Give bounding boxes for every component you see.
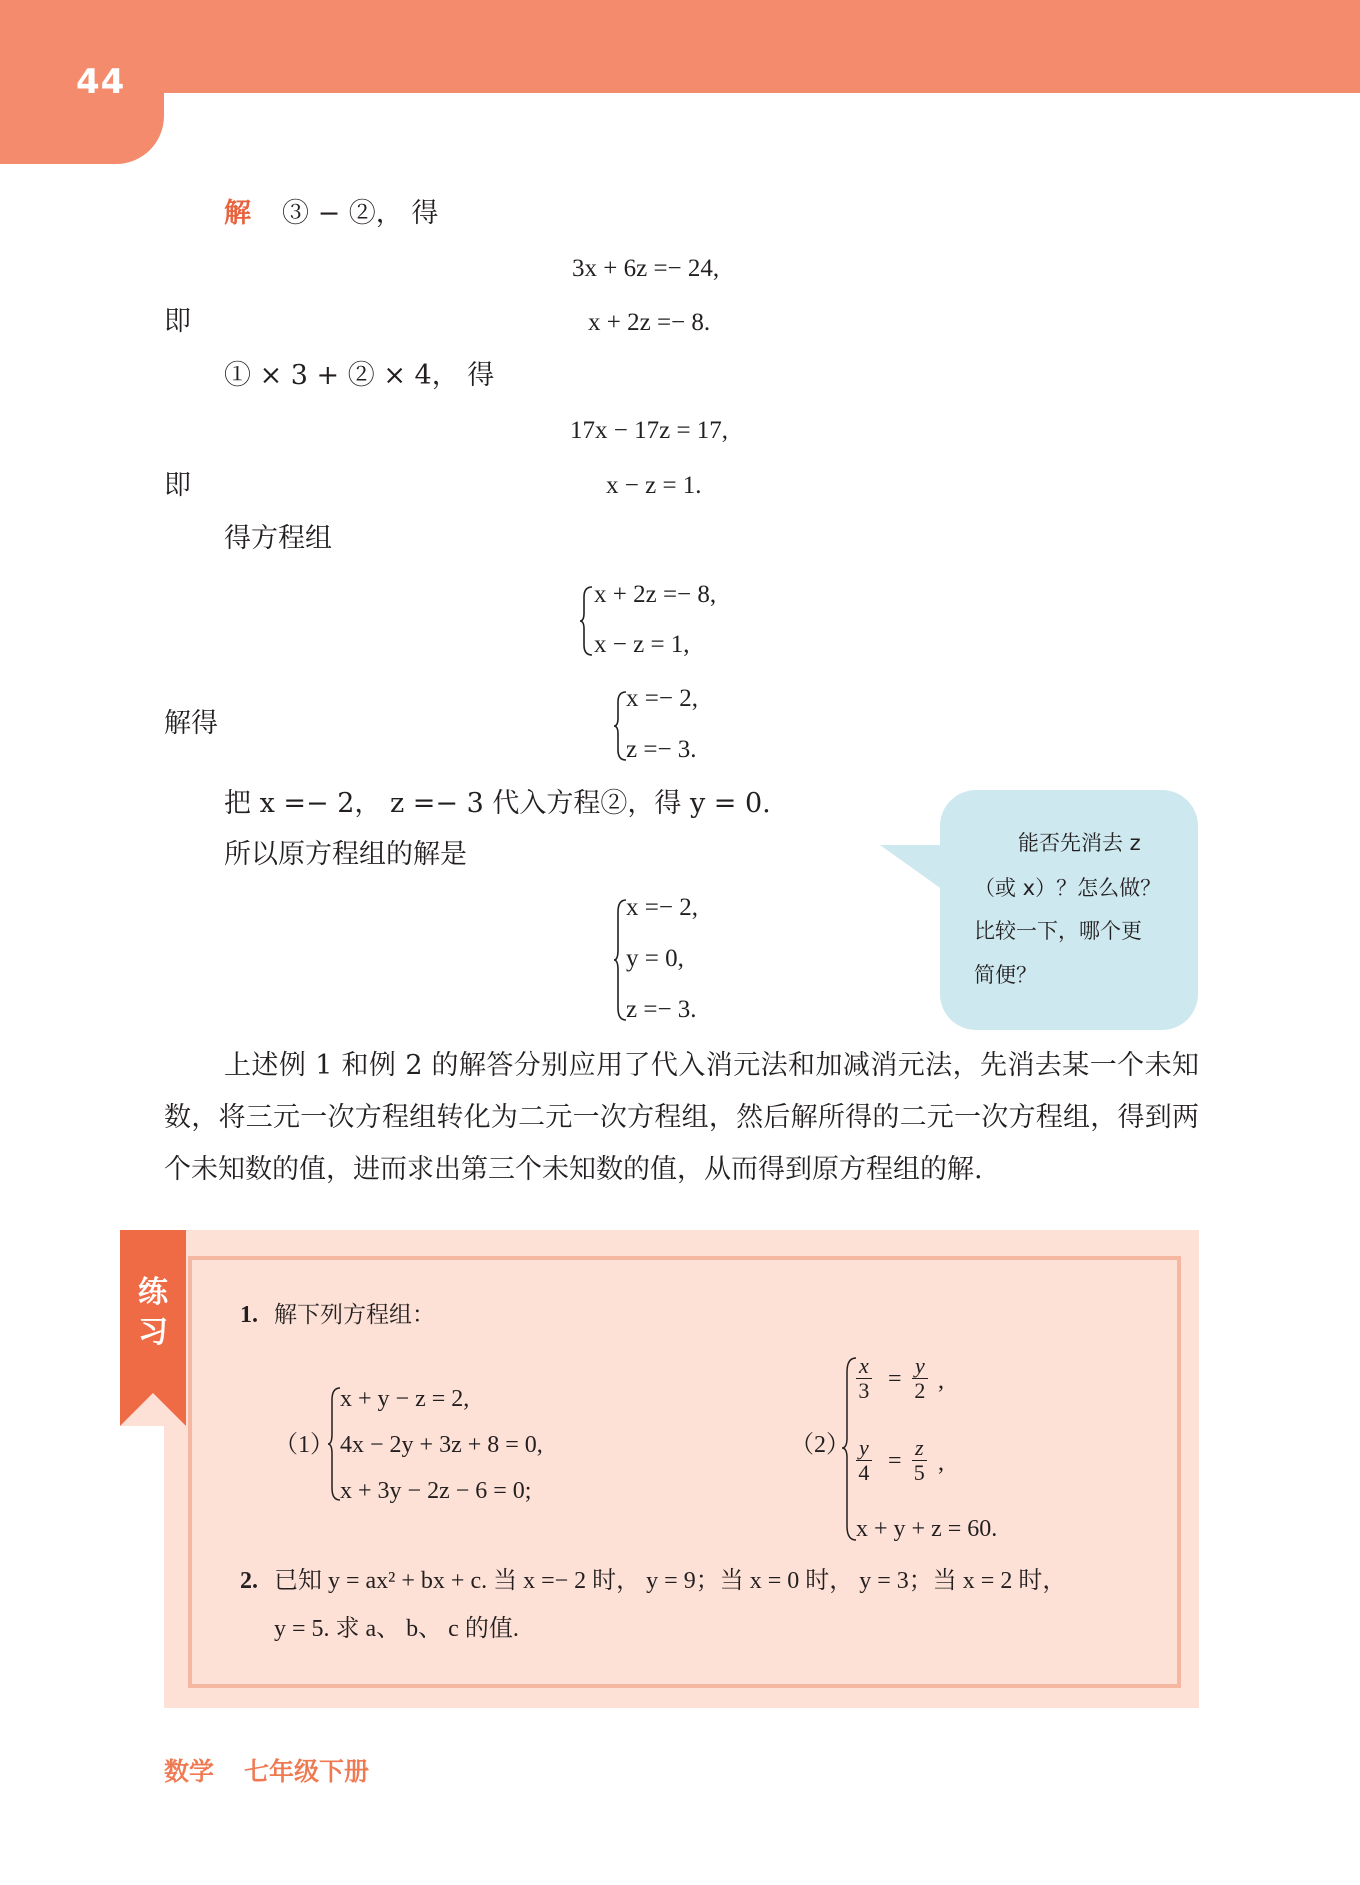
hint-bubble bbox=[940, 790, 1198, 1030]
answer-line-3: z =− 3. bbox=[626, 996, 697, 1023]
exercise-ribbon-notch bbox=[120, 1393, 186, 1426]
q1-number: 1. bbox=[240, 1302, 258, 1328]
bubble-line-1: 能否先消去 z bbox=[1018, 831, 1141, 855]
answer-line-2: y = 0, bbox=[626, 945, 684, 972]
p2-comma-1: , bbox=[938, 1368, 944, 1394]
header-bar bbox=[0, 0, 1360, 93]
ji-label-2: 即 bbox=[164, 470, 191, 501]
get-system-text: 得方程组 bbox=[224, 523, 332, 554]
solved-line-2: z =− 3. bbox=[626, 736, 697, 763]
p2-label: （2） bbox=[790, 1432, 850, 1458]
solution-label: 解 bbox=[224, 198, 251, 229]
p1-line-3: x + 3y − 2z − 6 = 0; bbox=[340, 1478, 532, 1504]
p2-eq-1: = bbox=[888, 1366, 902, 1392]
step1-result: 3x + 6z =− 24, bbox=[572, 255, 720, 282]
footer-subject: 数学 bbox=[164, 1757, 215, 1786]
substitute-text: 把 x =− 2， z =− 3 代入方程②，得 y = 0. bbox=[224, 788, 771, 819]
step2-simplified: x − z = 1. bbox=[606, 472, 702, 499]
solve-label: 解得 bbox=[164, 708, 218, 739]
footer bbox=[164, 1752, 399, 1788]
step2-result: 17x − 17z = 17, bbox=[570, 417, 729, 444]
p1-line-2: 4x − 2y + 3z + 8 = 0, bbox=[340, 1432, 543, 1458]
answer-line-1: x =− 2, bbox=[626, 894, 698, 921]
bubble-line-4: 简便？ bbox=[974, 963, 1037, 987]
p2-frac-y2: $\frac{y}{2}$ bbox=[912, 1354, 928, 1403]
p2-eq-2: = bbox=[888, 1448, 902, 1474]
p2-frac-y4: $\frac{y}{4}$ bbox=[856, 1436, 872, 1485]
ji-label-1: 即 bbox=[164, 306, 191, 337]
page-number: 44 bbox=[76, 62, 126, 102]
bubble-line-2: （或 x）？怎么做？ bbox=[974, 876, 1162, 900]
exercise-label-2: 习 bbox=[138, 1315, 168, 1350]
bubble-line-3: 比较一下，哪个更 bbox=[974, 919, 1142, 943]
step2-text: ① × 3 + ② × 4， 得 bbox=[224, 360, 495, 391]
footer-grade: 七年级下册 bbox=[244, 1757, 370, 1786]
p2-line-3: x + y + z = 60. bbox=[856, 1516, 998, 1542]
q2-line-1: 已知 y = ax² + bx + c. 当 x =− 2 时， y = 9；当 x = 0 时， y = 3；当 x = 2 时， bbox=[274, 1568, 1067, 1594]
q2-line-2: y = 5. 求 a、 b、 c 的值. bbox=[274, 1616, 519, 1642]
p1-line-1: x + y − z = 2, bbox=[340, 1386, 470, 1412]
solved-line-1: x =− 2, bbox=[626, 685, 698, 712]
step1-text: ③ − ②， 得 bbox=[282, 198, 439, 229]
q2-number: 2. bbox=[240, 1568, 258, 1594]
summary-paragraph: 上述例 1 和例 2 的解答分别应用了代入消元法和加减消元法，先消去某一个未知数，将三元一次方程组转化为二元一次方程组，然后解所得的二元一次方程组，得到两个未知数的值，进而求出第三个未知数的值，从而得到原方程组的解. bbox=[164, 1050, 1199, 1185]
step1-simplified: x + 2z =− 8. bbox=[588, 309, 711, 336]
system-line-1: x + 2z =− 8, bbox=[594, 581, 717, 608]
q1-text: 解下列方程组： bbox=[274, 1302, 435, 1328]
exercise-label-1: 练 bbox=[138, 1275, 168, 1310]
p2-comma-2: , bbox=[938, 1450, 944, 1476]
p1-label: （1） bbox=[274, 1432, 334, 1458]
system-line-2: x − z = 1, bbox=[594, 631, 690, 658]
p2-frac-x3: $\frac{x}{3}$ bbox=[856, 1354, 872, 1403]
p2-frac-z5: $\frac{z}{5}$ bbox=[913, 1435, 925, 1485]
answer-intro: 所以原方程组的解是 bbox=[224, 839, 467, 870]
